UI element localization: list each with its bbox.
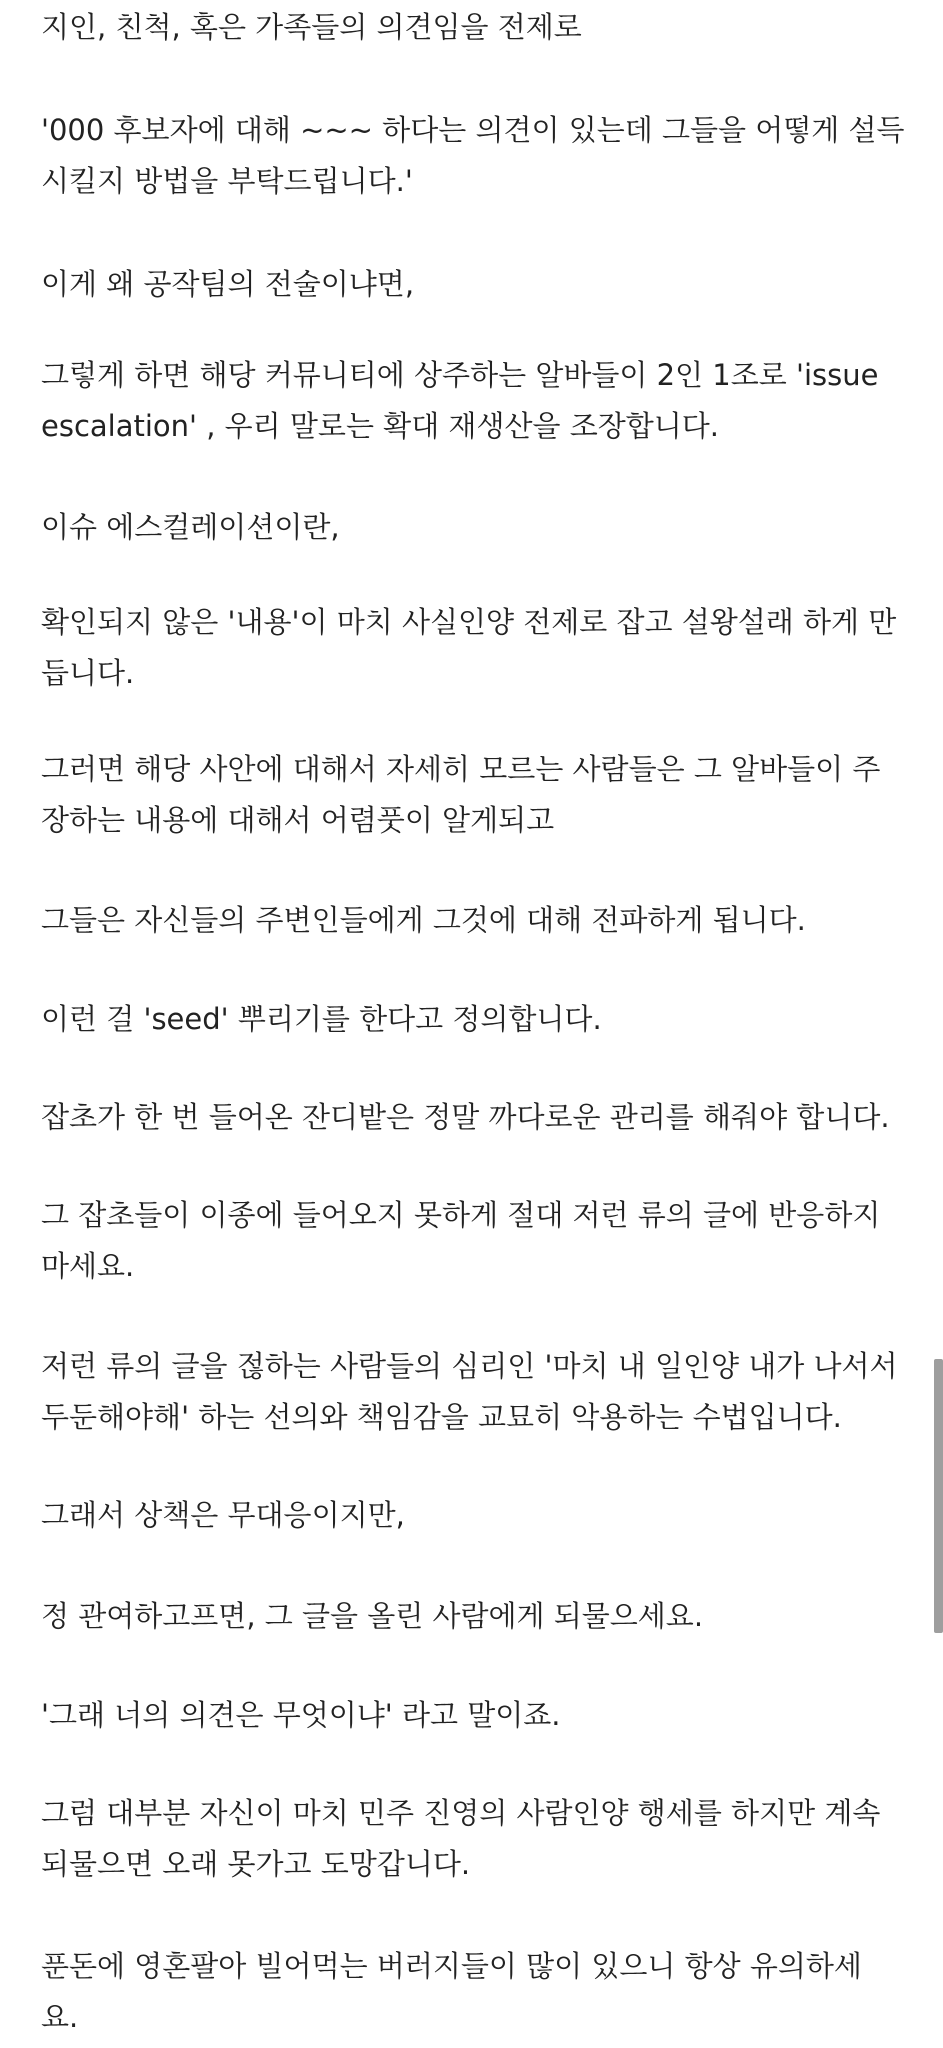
paragraph-line: 장하는 내용에 대해서 어렴풋이 알게되고 bbox=[41, 803, 555, 837]
paragraph-line: 그 잡초들이 이종에 들어오지 못하게 절대 저런 류의 글에 반응하지 bbox=[41, 1198, 881, 1232]
vertical-scrollbar[interactable] bbox=[934, 1359, 943, 1633]
paragraph-line: 이슈 에스컬레이션이란, bbox=[41, 510, 340, 544]
paragraph-line: 마세요. bbox=[41, 1249, 135, 1283]
paragraph-15 bbox=[41, 1690, 903, 1741]
paragraph-line: 그렇게 하면 해당 커뮤니티에 상주하는 알바들이 2인 1조로 'issue bbox=[41, 358, 879, 392]
paragraph-11 bbox=[41, 1190, 903, 1292]
paragraph-4 bbox=[41, 350, 903, 452]
paragraph-line: 듭니다. bbox=[41, 656, 135, 690]
paragraph-line: 이게 왜 공작팀의 전술이냐면, bbox=[41, 267, 415, 301]
paragraph-line: 확인되지 않은 '내용'이 마치 사실인양 전제로 잡고 설왕설래 하게 만 bbox=[41, 605, 897, 639]
paragraph-line: 되물으면 오래 못가고 도망갑니다. bbox=[41, 1847, 471, 1881]
paragraph-9 bbox=[41, 994, 903, 1045]
paragraph-line: 정 관여하고프면, 그 글을 올린 사람에게 되물으세요. bbox=[41, 1599, 704, 1633]
paragraph-line: 저런 류의 글을 젆하는 사람들의 심리인 '마치 내 일인양 내가 나서서 bbox=[41, 1349, 898, 1383]
paragraph-10 bbox=[41, 1092, 903, 1143]
paragraph-6 bbox=[41, 597, 903, 699]
paragraph-line: 시킬지 방법을 부탁드립니다.' bbox=[41, 164, 413, 198]
paragraph-12 bbox=[41, 1341, 903, 1443]
paragraph-line: 그래서 상책은 무대응이지만, bbox=[41, 1498, 405, 1532]
paragraph-5 bbox=[41, 502, 903, 553]
paragraph-1 bbox=[41, 2, 903, 53]
paragraph-3 bbox=[41, 259, 903, 310]
paragraph-line: 푼돈에 영혼팔아 빌어먹는 버러지들이 많이 있으니 항상 유의하세 bbox=[41, 1949, 862, 1983]
paragraph-line: 그럼 대부분 자신이 마치 민주 진영의 사람인양 행세를 하지만 계속 bbox=[41, 1796, 881, 1830]
paragraph-8 bbox=[41, 895, 903, 946]
paragraph-2 bbox=[41, 105, 903, 207]
paragraph-line: 잡초가 한 번 들어온 잔디밭은 정말 까다로운 관리를 해줘야 합니다. bbox=[41, 1100, 890, 1134]
paragraph-line: 두둔해야해' 하는 선의와 책임감을 교묘히 악용하는 수법입니다. bbox=[41, 1400, 842, 1434]
paragraph-line: '그래 너의 의견은 무엇이냐' 라고 말이죠. bbox=[41, 1698, 561, 1732]
paragraph-line: 요. bbox=[41, 2000, 79, 2034]
paragraph-13 bbox=[41, 1490, 903, 1541]
paragraph-17 bbox=[41, 1941, 903, 2043]
paragraph-line: 지인, 친척, 혹은 가족들의 의견임을 전제로 bbox=[41, 10, 582, 44]
paragraph-14 bbox=[41, 1591, 903, 1642]
paragraph-line: 그러면 해당 사안에 대해서 자세히 모르는 사람들은 그 알바들이 주 bbox=[41, 752, 881, 786]
paragraph-line: '000 후보자에 대해 ~~~ 하다는 의견이 있는데 그들을 어떻게 설득 bbox=[41, 113, 905, 147]
paragraph-7 bbox=[41, 744, 903, 846]
paragraph-16 bbox=[41, 1788, 903, 1890]
paragraph-line: 그들은 자신들의 주변인들에게 그것에 대해 전파하게 됩니다. bbox=[41, 903, 806, 937]
paragraph-line: 이런 걸 'seed' 뿌리기를 한다고 정의합니다. bbox=[41, 1002, 602, 1036]
paragraph-line: escalation' , 우리 말로는 확대 재생산을 조장합니다. bbox=[41, 409, 719, 443]
